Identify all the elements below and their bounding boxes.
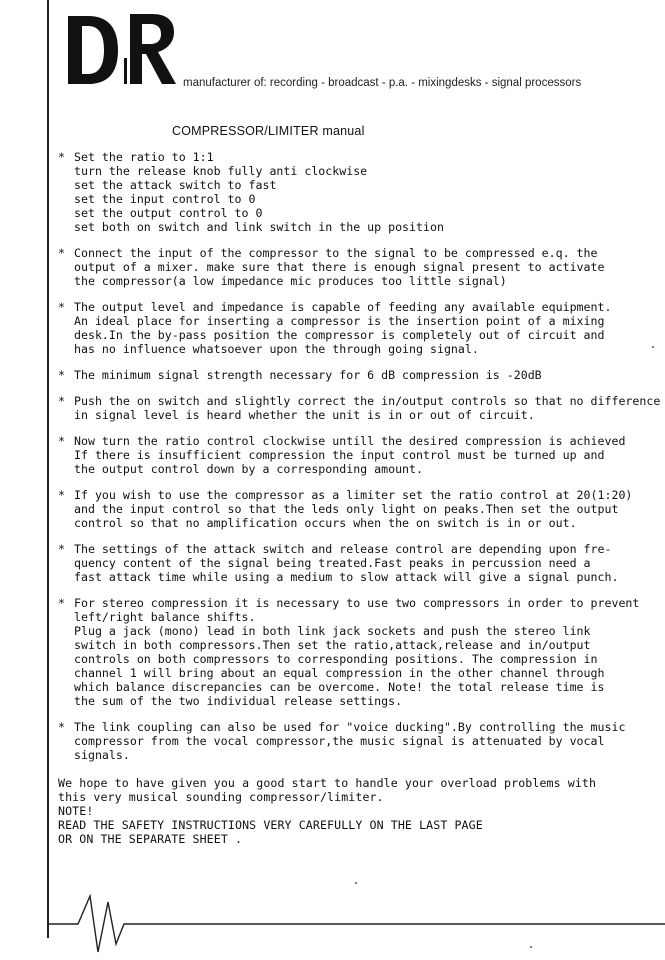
instruction-line: Plug a jack (mono) lead in both link jack sockets and push the stereo link	[74, 624, 591, 638]
instruction-line: and the input control so that the leds only light on peaks.Then set the output	[74, 502, 619, 516]
instruction-item	[58, 300, 658, 356]
instruction-line: An ideal place for inserting a compressor is the insertion point of a mixing	[74, 314, 605, 328]
bullet-asterisk: *	[58, 300, 65, 314]
instruction-line: The minimum signal strength necessary for 6 dB compression is -20dB	[74, 368, 542, 382]
closing-line: READ THE SAFETY INSTRUCTIONS VERY CAREFULLY ON THE LAST PAGE	[58, 818, 483, 832]
instruction-line: If you wish to use the compressor as a limiter set the ratio control at 20(1:20)	[74, 488, 633, 502]
company-tagline: manufacturer of: recording - broadcast - p.a. - mixingdesks - signal processors	[183, 77, 582, 89]
instructions-list	[58, 150, 661, 846]
instruction-line: Set the ratio to 1:1	[74, 150, 214, 164]
bullet-asterisk: *	[58, 434, 65, 448]
instruction-item	[58, 542, 658, 584]
instruction-item	[58, 720, 658, 762]
dr-logo	[66, 10, 178, 90]
instruction-line: The settings of the attack switch and release control are depending upon fre-	[74, 542, 612, 556]
instruction-line: For stereo compression it is necessary to use two compressors in order to prevent	[74, 596, 640, 610]
instruction-line: Push the on switch and slightly correct the in/output controls so that no difference	[74, 394, 661, 408]
closing-line: this very musical sounding compressor/limiter.	[58, 790, 384, 804]
instruction-line: has no influence whatsoever upon the through going signal.	[74, 342, 479, 356]
left-margin-rule	[47, 0, 49, 938]
waveform-graphic	[48, 886, 665, 960]
bullet-asterisk: *	[58, 488, 65, 502]
instruction-line: the output control down by a corresponding amount.	[74, 462, 424, 476]
instruction-item	[58, 488, 658, 530]
instruction-line: control so that no amplification occurs when the on switch is in or out.	[74, 516, 577, 530]
bullet-asterisk: *	[58, 150, 65, 164]
bullet-asterisk: *	[58, 246, 65, 260]
bullet-asterisk: *	[58, 596, 65, 610]
bullet-asterisk: *	[58, 542, 65, 556]
instruction-item	[58, 246, 658, 288]
closing-line: OR ON THE SEPARATE SHEET .	[58, 832, 243, 846]
instruction-line: which balance discrepancies can be overcome. Note! the total release time is	[74, 680, 605, 694]
instruction-item	[58, 394, 661, 422]
instruction-line: the sum of the two individual release settings.	[74, 694, 403, 708]
instruction-item	[58, 368, 658, 382]
instruction-line: controls on both compressors to corresponding positions. The compression in	[74, 652, 598, 666]
instruction-line: switch in both compressors.Then set the ratio,attack,release and in/output	[74, 638, 591, 652]
closing-note	[58, 776, 658, 846]
closing-line: NOTE!	[58, 804, 94, 818]
speck	[530, 946, 532, 948]
instruction-line: If there is insufficient compression the input control must be turned up and	[74, 448, 605, 462]
instruction-line: set the output control to 0	[74, 206, 263, 220]
instruction-line: The link coupling can also be used for "voice ducking".By controlling the music	[74, 720, 626, 734]
instruction-line: desk.In the by-pass position the compressor is completely out of circuit and	[74, 328, 605, 342]
bullet-asterisk: *	[58, 368, 65, 382]
instruction-line: in signal level is heard whether the unit is in or out of circuit.	[74, 408, 535, 422]
instruction-line: fast attack time while using a medium to slow attack will give a signal punch.	[74, 570, 619, 584]
closing-line: We hope to have given you a good start to handle your overload problems with	[58, 776, 597, 790]
instruction-item	[58, 150, 658, 234]
speck	[652, 346, 654, 348]
instruction-line: Now turn the ratio control clockwise untill the desired compression is achieved	[74, 434, 626, 448]
speck	[355, 882, 357, 884]
instruction-line: set both on switch and link switch in the up position	[74, 220, 444, 234]
instruction-line: quency content of the signal being treated.Fast peaks in percussion need a	[74, 556, 591, 570]
instruction-line: the compressor(a low impedance mic produces too little signal)	[74, 274, 507, 288]
instruction-line: turn the release knob fully anti clockwise	[74, 164, 368, 178]
instruction-line: set the input control to 0	[74, 192, 256, 206]
instruction-line: The output level and impedance is capable of feeding any available equipment.	[74, 300, 612, 314]
instruction-line: compressor from the vocal compressor,the music signal is attenuated by vocal	[74, 734, 605, 748]
document-title: COMPRESSOR/LIMITER manual	[172, 124, 365, 138]
instruction-item	[58, 434, 658, 476]
instruction-line: output of a mixer. make sure that there is enough signal present to activate	[74, 260, 605, 274]
bullet-asterisk: *	[58, 720, 65, 734]
instruction-line: Connect the input of the compressor to the signal to be compressed e.q. the	[74, 246, 598, 260]
bullet-asterisk: *	[58, 394, 65, 408]
instruction-line: left/right balance shifts.	[74, 610, 256, 624]
instruction-line: set the attack switch to fast	[74, 178, 277, 192]
instruction-line: signals.	[74, 748, 130, 762]
instruction-line: channel 1 will bring about an equal compression in the other channel through	[74, 666, 605, 680]
instruction-item	[58, 596, 658, 708]
